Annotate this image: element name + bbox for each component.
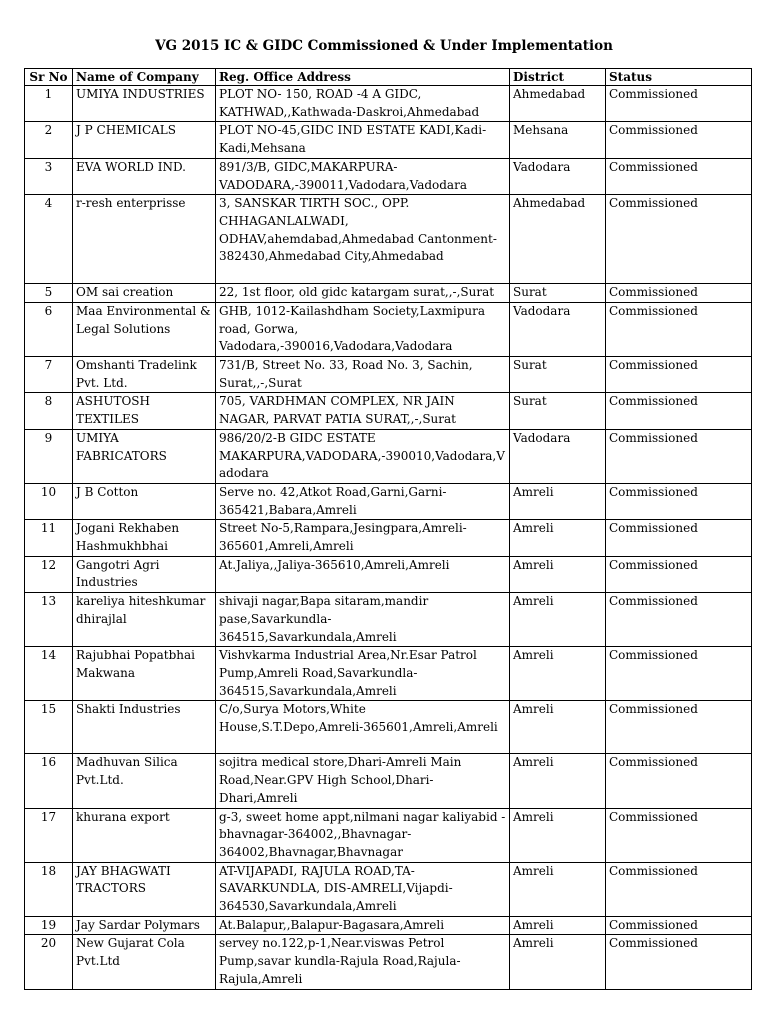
cell-address: PLOT NO-45,GIDC IND ESTATE KADI,Kadi-Kadi,Mehsana [216, 122, 510, 158]
page-title: VG 2015 IC & GIDC Commissioned & Under Implementation [155, 38, 613, 54]
cell-address: PLOT NO- 150, ROAD -4 A GIDC, KATHWAD,,Kathwada-Daskroi,Ahmedabad [216, 86, 510, 122]
cell-sr-no: 9 [25, 429, 73, 483]
table-row [25, 429, 752, 483]
cell-address: Serve no. 42,Atkot Road,Garni,Garni-365421,Babara,Amreli [216, 483, 510, 519]
cell-district: Amreli [510, 754, 606, 808]
cell-address: Street No-5,Rampara,Jesingpara,Amreli-365601,Amreli,Amreli [216, 520, 510, 556]
cell-status: Commissioned [606, 302, 752, 356]
cell-address: 22, 1st floor, old gidc katargam surat,,-,Surat [216, 284, 510, 303]
table-row [25, 284, 752, 303]
cell-sr-no: 5 [25, 284, 73, 303]
companies-table [24, 68, 752, 990]
cell-company-name: Jay Sardar Polymars [73, 916, 216, 935]
cell-sr-no: 3 [25, 158, 73, 194]
cell-address: AT-VIJAPADI, RAJULA ROAD,TA-SAVARKUNDLA, DIS-AMRELI,Vijapdi-364530,Savarkundala,Amreli [216, 862, 510, 916]
cell-status: Commissioned [606, 483, 752, 519]
cell-status: Commissioned [606, 520, 752, 556]
cell-company-name: Rajubhai Popatbhai Makwana [73, 647, 216, 701]
cell-district: Surat [510, 357, 606, 393]
cell-company-name: Omshanti Tradelink Pvt. Ltd. [73, 357, 216, 393]
table-row [25, 862, 752, 916]
cell-address: At.Jaliya,,Jaliya-365610,Amreli,Amreli [216, 556, 510, 592]
cell-address: 891/3/B, GIDC,MAKARPURA- VADODARA,-390011,Vadodara,Vadodara [216, 158, 510, 194]
cell-company-name: OM sai creation [73, 284, 216, 303]
cell-status: Commissioned [606, 701, 752, 754]
cell-status: Commissioned [606, 429, 752, 483]
cell-company-name: Shakti Industries [73, 701, 216, 754]
cell-status: Commissioned [606, 284, 752, 303]
table-row [25, 808, 752, 862]
cell-address: g-3, sweet home appt,nilmani nagar kaliyabid - bhavnagar-364002,,Bhavnagar-364002,Bhavnagar,Bhavnagar [216, 808, 510, 862]
cell-district: Vadodara [510, 302, 606, 356]
cell-sr-no: 17 [25, 808, 73, 862]
cell-company-name: J B Cotton [73, 483, 216, 519]
cell-district: Amreli [510, 520, 606, 556]
table-row [25, 195, 752, 284]
cell-sr-no: 12 [25, 556, 73, 592]
cell-district: Amreli [510, 556, 606, 592]
cell-address: 3, SANSKAR TIRTH SOC., OPP. CHHAGANLALWADI, ODHAV,ahemdabad,Ahmedabad Cantonment-382430,Ahmedabad City,Ahmedabad [216, 195, 510, 284]
cell-status: Commissioned [606, 158, 752, 194]
cell-status: Commissioned [606, 808, 752, 862]
cell-district: Ahmedabad [510, 195, 606, 284]
cell-company-name: kareliya hiteshkumar dhirajlal [73, 593, 216, 647]
cell-district: Amreli [510, 647, 606, 701]
cell-company-name: Jogani Rekhaben Hashmukhbhai [73, 520, 216, 556]
cell-sr-no: 19 [25, 916, 73, 935]
cell-company-name: JAY BHAGWATI TRACTORS [73, 862, 216, 916]
cell-district: Amreli [510, 916, 606, 935]
cell-district: Amreli [510, 808, 606, 862]
cell-sr-no: 13 [25, 593, 73, 647]
cell-sr-no: 6 [25, 302, 73, 356]
cell-company-name: EVA WORLD IND. [73, 158, 216, 194]
cell-sr-no: 14 [25, 647, 73, 701]
cell-address: C/o,Surya Motors,White House,S.T.Depo,Amreli-365601,Amreli,Amreli [216, 701, 510, 754]
cell-company-name: Gangotri Agri Industries [73, 556, 216, 592]
cell-company-name: UMIYA INDUSTRIES [73, 86, 216, 122]
cell-status: Commissioned [606, 916, 752, 935]
cell-sr-no: 16 [25, 754, 73, 808]
cell-district: Amreli [510, 483, 606, 519]
header-company-name: Name of Company [73, 69, 216, 86]
cell-status: Commissioned [606, 647, 752, 701]
cell-status: Commissioned [606, 357, 752, 393]
table-row [25, 701, 752, 754]
cell-district: Amreli [510, 862, 606, 916]
cell-address: 731/B, Street No. 33, Road No. 3, Sachin, Surat,,-,Surat [216, 357, 510, 393]
header-status: Status [606, 69, 752, 86]
cell-district: Surat [510, 393, 606, 429]
table-row [25, 754, 752, 808]
cell-district: Mehsana [510, 122, 606, 158]
cell-status: Commissioned [606, 122, 752, 158]
table-row [25, 86, 752, 122]
table-row [25, 916, 752, 935]
cell-sr-no: 4 [25, 195, 73, 284]
cell-status: Commissioned [606, 556, 752, 592]
table-row [25, 357, 752, 393]
cell-sr-no: 18 [25, 862, 73, 916]
cell-company-name: ASHUTOSH TEXTILES [73, 393, 216, 429]
header-district: District [510, 69, 606, 86]
cell-sr-no: 20 [25, 935, 73, 989]
cell-status: Commissioned [606, 393, 752, 429]
header-address: Reg. Office Address [216, 69, 510, 86]
cell-sr-no: 8 [25, 393, 73, 429]
table-row [25, 647, 752, 701]
cell-address: shivaji nagar,Bapa sitaram,mandir pase,Savarkundla-364515,Savarkundala,Amreli [216, 593, 510, 647]
cell-sr-no: 1 [25, 86, 73, 122]
cell-address: servey no.122,p-1,Near.viswas Petrol Pump,savar kundla-Rajula Road,Rajula-Rajula,Amreli [216, 935, 510, 989]
cell-district: Vadodara [510, 429, 606, 483]
cell-sr-no: 15 [25, 701, 73, 754]
table-row [25, 556, 752, 592]
table-row [25, 122, 752, 158]
table-row [25, 158, 752, 194]
table-header-row [25, 69, 752, 86]
cell-district: Vadodara [510, 158, 606, 194]
table-row [25, 935, 752, 989]
cell-district: Amreli [510, 701, 606, 754]
table-row [25, 302, 752, 356]
cell-status: Commissioned [606, 862, 752, 916]
cell-address: 986/20/2-B GIDC ESTATE MAKARPURA,VADODARA,-390010,Vadodara,Vadodara [216, 429, 510, 483]
table-row [25, 593, 752, 647]
cell-company-name: Maa Environmental & Legal Solutions [73, 302, 216, 356]
cell-sr-no: 7 [25, 357, 73, 393]
cell-status: Commissioned [606, 86, 752, 122]
cell-address: sojitra medical store,Dhari-Amreli Main Road,Near.GPV High School,Dhari-Dhari,Amreli [216, 754, 510, 808]
cell-company-name: r-resh enterprisse [73, 195, 216, 284]
table-row [25, 520, 752, 556]
cell-status: Commissioned [606, 195, 752, 284]
cell-sr-no: 11 [25, 520, 73, 556]
cell-status: Commissioned [606, 593, 752, 647]
header-sr-no: Sr No [25, 69, 73, 86]
cell-district: Surat [510, 284, 606, 303]
cell-address: At.Balapur,,Balapur-Bagasara,Amreli [216, 916, 510, 935]
cell-address: 705, VARDHMAN COMPLEX, NR JAIN NAGAR, PARVAT PATIA SURAT,,-,Surat [216, 393, 510, 429]
cell-company-name: UMIYA FABRICATORS [73, 429, 216, 483]
table-row [25, 483, 752, 519]
cell-district: Ahmedabad [510, 86, 606, 122]
cell-sr-no: 2 [25, 122, 73, 158]
table-row [25, 393, 752, 429]
cell-status: Commissioned [606, 754, 752, 808]
cell-company-name: J P CHEMICALS [73, 122, 216, 158]
cell-company-name: New Gujarat Cola Pvt.Ltd [73, 935, 216, 989]
cell-sr-no: 10 [25, 483, 73, 519]
cell-status: Commissioned [606, 935, 752, 989]
cell-district: Amreli [510, 593, 606, 647]
cell-address: Vishvkarma Industrial Area,Nr.Esar Patrol Pump,Amreli Road,Savarkundla-364515,Savarkundala,Amreli [216, 647, 510, 701]
cell-company-name: Madhuvan Silica Pvt.Ltd. [73, 754, 216, 808]
cell-company-name: khurana export [73, 808, 216, 862]
cell-district: Amreli [510, 935, 606, 989]
cell-address: GHB, 1012-Kailashdham Society,Laxmipura road, Gorwa, Vadodara,-390016,Vadodara,Vadodara [216, 302, 510, 356]
